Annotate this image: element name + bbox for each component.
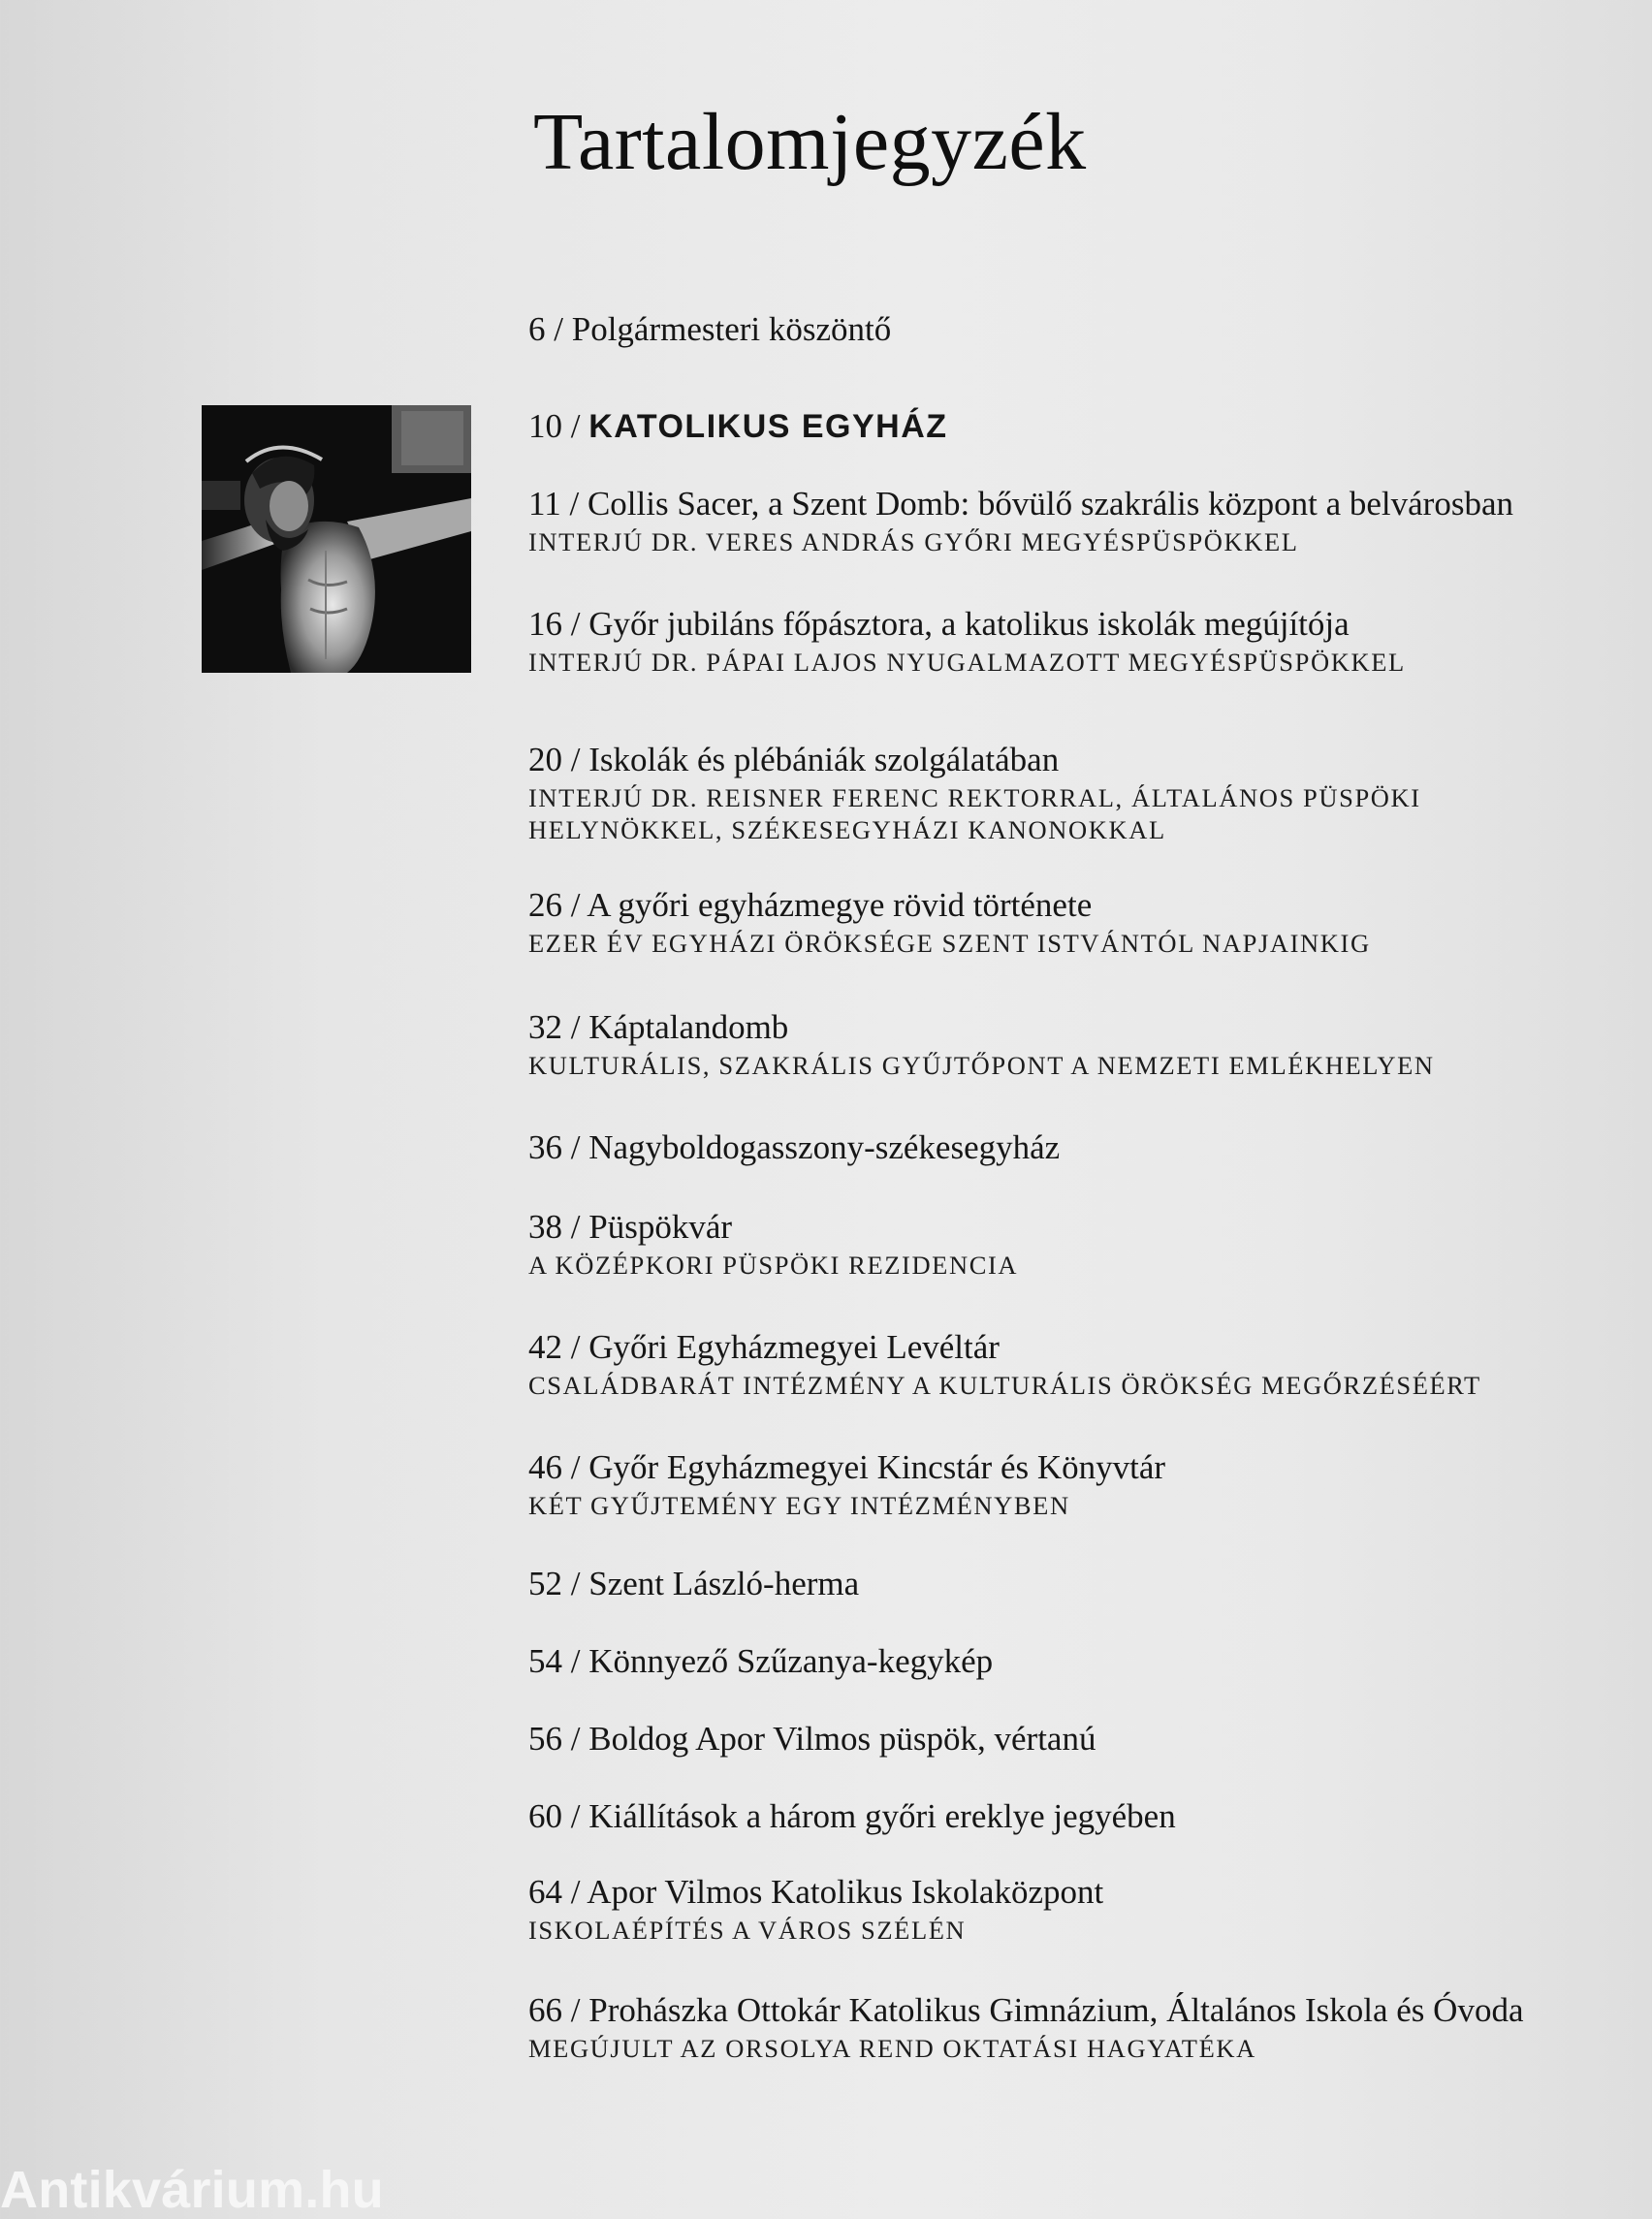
entry-title: Győr jubiláns főpásztora, a katolikus iskolák megújítója (588, 605, 1350, 643)
toc-entry[interactable] (528, 1563, 859, 1605)
page-number: 64 (528, 1873, 562, 1911)
toc-entry[interactable] (528, 1206, 1018, 1281)
entry-subtitle: KULTURÁLIS, SZAKRÁLIS GYŰJTŐPONT A NEMZETI EMLÉKHELYEN (528, 1051, 1435, 1080)
entry-subtitle: INTERJÚ DR. REISNER FERENC REKTORRAL, ÁLTALÁNOS PÜSPÖKI (528, 783, 1421, 812)
bleed-through-heading (131, 107, 157, 211)
entry-subtitle: INTERJÚ DR. PÁPAI LAJOS NYUGALMAZOTT MEGYÉSPÜSPÖKKEL (528, 648, 1406, 677)
page-number: 66 (528, 1991, 562, 2029)
separator: / (562, 1208, 589, 1246)
entry-subtitle: INTERJÚ DR. VERES ANDRÁS GYŐRI MEGYÉSPÜSPÖKKEL (528, 527, 1299, 556)
entry-title: Prohászka Ottokár Katolikus Gimnázium, Általános Iskola és Óvoda (588, 1991, 1524, 2029)
toc-entry[interactable] (528, 603, 1406, 678)
crucifix-illustration (202, 405, 471, 673)
separator: / (562, 1797, 589, 1835)
entry-heading (528, 1206, 1018, 1249)
toc-entry[interactable] (528, 1006, 1435, 1081)
page-title: Tartalomjegyzék (533, 97, 1087, 187)
separator: / (562, 605, 589, 643)
entry-heading (528, 483, 1513, 525)
entry-subtitle: HELYNÖKKEL, SZÉKESEGYHÁZI KANONOKKAL (528, 815, 1166, 844)
entry-title: Apor Vilmos Katolikus Iskolaközpont (587, 1873, 1104, 1911)
bleed-through-subheading (1318, 1512, 1327, 1545)
entry-heading (528, 603, 1406, 646)
entry-heading (528, 739, 1421, 781)
entry-heading (528, 1006, 1435, 1049)
page-number: 46 (528, 1448, 562, 1486)
entry-title: Collis Sacer, a Szent Domb: bővülő szakrális központ a belvárosban (587, 485, 1513, 523)
page-number: 56 (528, 1720, 562, 1758)
page-number: 52 (528, 1565, 562, 1602)
entry-heading (528, 1326, 1481, 1369)
entry-heading (528, 1640, 993, 1683)
toc-entry[interactable] (528, 739, 1421, 845)
entry-title: Püspökvár (588, 1208, 733, 1246)
entry-title: Győr Egyházmegyei Kincstár és Könyvtár (588, 1448, 1166, 1486)
entry-title: Nagyboldogasszony-székesegyház (588, 1128, 1061, 1166)
entry-title: Kiállítások a három győri ereklye jegyében (588, 1797, 1176, 1835)
entry-title: Boldog Apor Vilmos püspök, vértanú (588, 1720, 1096, 1758)
entry-title: Káptalandomb (588, 1008, 789, 1046)
entry-title: Polgármesteri köszöntő (571, 310, 892, 348)
toc-entry[interactable] (528, 1640, 993, 1683)
entry-title: A győri egyházmegye rövid története (587, 886, 1093, 924)
page-number: 42 (528, 1328, 562, 1366)
entry-subtitle: KÉT GYŰJTEMÉNY EGY INTÉZMÉNYBEN (528, 1491, 1070, 1520)
entry-heading (528, 1446, 1165, 1489)
entry-subtitle: CSALÁDBARÁT INTÉZMÉNY A KULTURÁLIS ÖRÖKSÉG MEGŐRZÉSÉÉRT (528, 1371, 1481, 1400)
toc-entry[interactable] (528, 884, 1371, 959)
entry-title: KATOLIKUS EGYHÁZ (588, 408, 948, 445)
separator: / (562, 1448, 589, 1486)
toc-entry[interactable] (528, 1126, 1060, 1169)
toc-entry[interactable] (528, 1795, 1176, 1838)
page-number: 16 (528, 605, 562, 643)
toc-entry[interactable] (528, 1326, 1481, 1401)
toc-entry[interactable] (528, 308, 891, 351)
separator: / (562, 1642, 589, 1680)
separator: / (562, 1991, 589, 2029)
entry-heading (528, 1989, 1523, 2032)
entry-heading (528, 1871, 1103, 1914)
separator: / (545, 310, 572, 348)
page-number: 60 (528, 1797, 562, 1835)
separator: / (562, 1128, 589, 1166)
crucifix-photo (202, 405, 471, 673)
toc-entry[interactable] (528, 405, 948, 448)
entry-heading (528, 308, 891, 351)
page-number: 6 (528, 310, 546, 348)
separator: / (562, 886, 588, 924)
toc-entry[interactable] (528, 1718, 1096, 1760)
entry-heading (528, 1795, 1176, 1838)
watermark: Antikvárium.hu (0, 2161, 384, 2219)
entry-heading (528, 884, 1371, 927)
entry-heading (528, 1563, 859, 1605)
page-number: 36 (528, 1128, 562, 1166)
entry-heading (528, 1126, 1060, 1169)
toc-entry[interactable] (528, 1871, 1103, 1946)
separator: / (562, 407, 589, 445)
entry-subtitle: EZER ÉV EGYHÁZI ÖRÖKSÉGE SZENT ISTVÁNTÓL NAPJAINKIG (528, 929, 1371, 958)
toc-entry[interactable] (528, 1446, 1165, 1521)
section-heading (528, 405, 948, 448)
separator: / (562, 1873, 588, 1911)
page-number: 10 (528, 407, 562, 445)
page-number: 38 (528, 1208, 562, 1246)
separator: / (562, 1565, 589, 1602)
entry-title: Szent László-herma (588, 1565, 860, 1602)
page-number: 11 (528, 485, 561, 523)
entry-title: Könnyező Szűzanya-kegykép (588, 1642, 994, 1680)
entry-subtitle: A KÖZÉPKORI PÜSPÖKI REZIDENCIA (528, 1251, 1019, 1280)
separator: / (560, 485, 588, 523)
entry-subtitle: ISKOLAÉPÍTÉS A VÁROS SZÉLÉN (528, 1916, 967, 1945)
separator: / (562, 1720, 589, 1758)
page-number: 32 (528, 1008, 562, 1046)
page-number: 26 (528, 886, 562, 924)
separator: / (562, 1328, 589, 1366)
entry-subtitle: MEGÚJULT AZ ORSOLYA REND OKTATÁSI HAGYATÉKA (528, 2034, 1256, 2063)
separator: / (562, 741, 589, 778)
toc-entry[interactable] (528, 1989, 1523, 2064)
toc-entry[interactable] (528, 483, 1513, 557)
page-number: 54 (528, 1642, 562, 1680)
entry-title: Iskolák és plébániák szolgálatában (588, 741, 1060, 778)
separator: / (562, 1008, 589, 1046)
entry-title: Győri Egyházmegyei Levéltár (588, 1328, 1000, 1366)
page-number: 20 (528, 741, 562, 778)
entry-heading (528, 1718, 1096, 1760)
